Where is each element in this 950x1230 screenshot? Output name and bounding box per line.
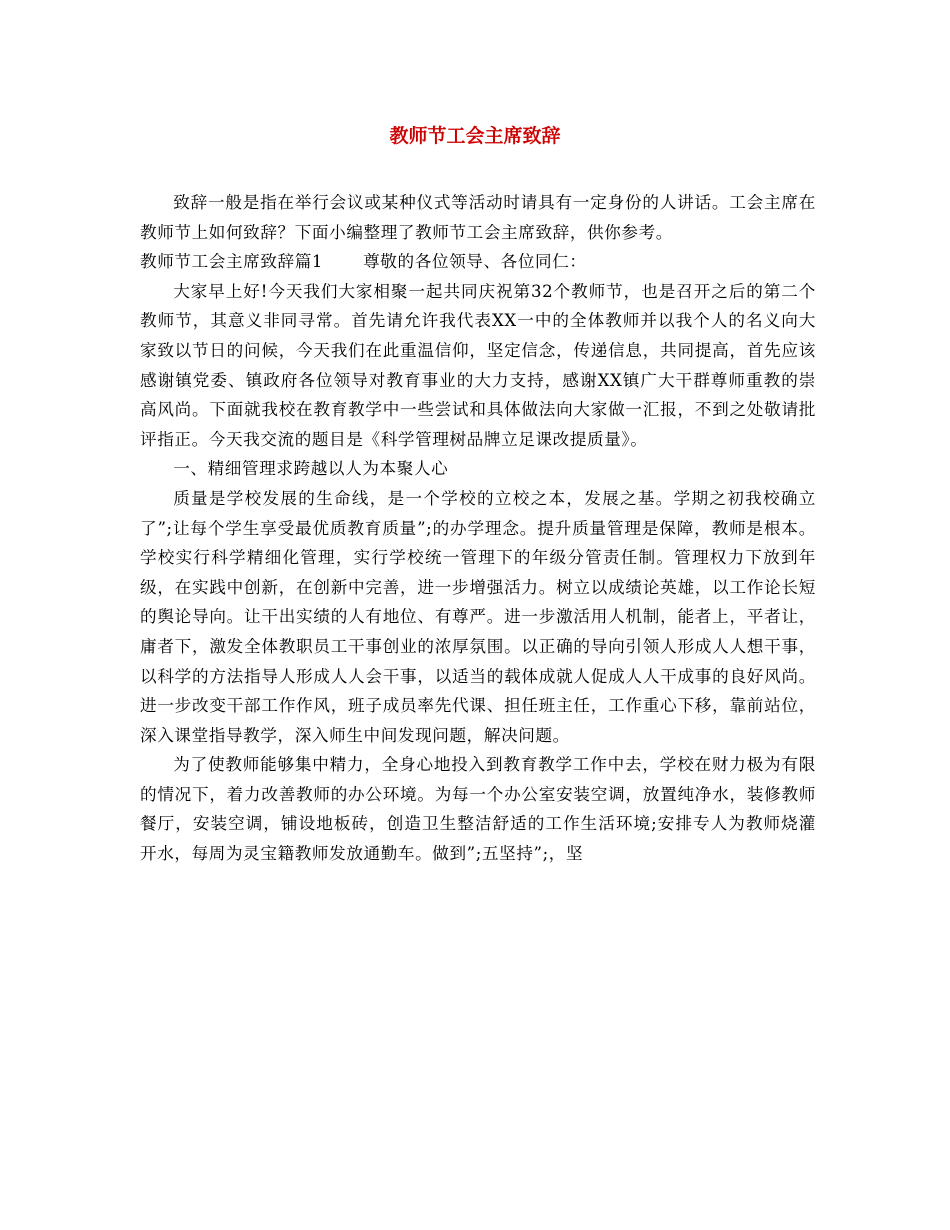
subtitle-line (140, 247, 816, 277)
document-body (140, 188, 816, 869)
body-paragraph: 大家早上好!今天我们大家相聚一起共同庆祝第32个教师节，也是召开之后的第二个教师节，其意义非同寻常。首先请允许我代表XX一中的全体教师并以我个人的名义向大家致以节日的问候，今天我们在此重温信仰，坚定信念，传递信息，共同提高，首先应该感谢镇党委、镇政府各位领导对教育事业的大力支持，感谢XX镇广大干群尊师重教的崇高风尚。下面就我校在教育教学中一些尝试和具体做法向大家做一汇报，不到之处敬请批评指正。今天我交流的题目是《科学管理树品牌立足课改提质量》。 (140, 281, 816, 449)
intro-paragraph: 致辞一般是指在举行会议或某种仪式等活动时请具有一定身份的人讲话。工会主席在教师节上如何致辞？下面小编整理了教师节工会主席致辞，供你参考。 (140, 193, 816, 242)
body-paragraph: 为了使教师能够集中精力，全身心地投入到教育教学工作中去，学校在财力极为有限的情况下，着力改善教师的办公环境。为每一个办公室安装空调，放置纯净水，装修教师餐厅，安装空调，铺设地板砖，创造卫生整洁舒适的工作生活环境;安排专人为教师烧灌开水，每周为灵宝籍教师发放通勤车。做到”;五坚持”;，坚 (140, 755, 816, 864)
salutation: 尊敬的各位领导、各位同仁： (363, 252, 587, 272)
document-title: 教师节工会主席致辞 (389, 125, 561, 147)
section-heading: 一、精细管理求跨越以人为本聚人心 (173, 459, 449, 479)
section-subtitle: 教师节工会主席致辞篇1 (140, 252, 324, 272)
body-paragraph: 质量是学校发展的生命线，是一个学校的立校之本，发展之基。学期之初我校确立了”;让每个学生享受最优质教育质量”;的办学理念。提升质量管理是保障，教师是根本。学校实行科学精细化管理，实行学校统一管理下的年级分管责任制。管理权力下放到年级，在实践中创新，在创新中完善，进一步增强活力。树立以成绩论英雄，以工作论长短的舆论导向。让干出实绩的人有地位、有尊严。进一步激活用人机制，能者上，平者让，庸者下，激发全体教职员工干事创业的浓厚氛围。以正确的导向引领人形成人人想干事，以科学的方法指导人形成人人会干事，以适当的载体成就人促成人人干成事的良好风尚。进一步改变干部工作作风，班子成员率先代课、担任班主任，工作重心下移，靠前站位，深入课堂指导教学，深入师生中间发现问题，解决问题。 (140, 488, 816, 745)
